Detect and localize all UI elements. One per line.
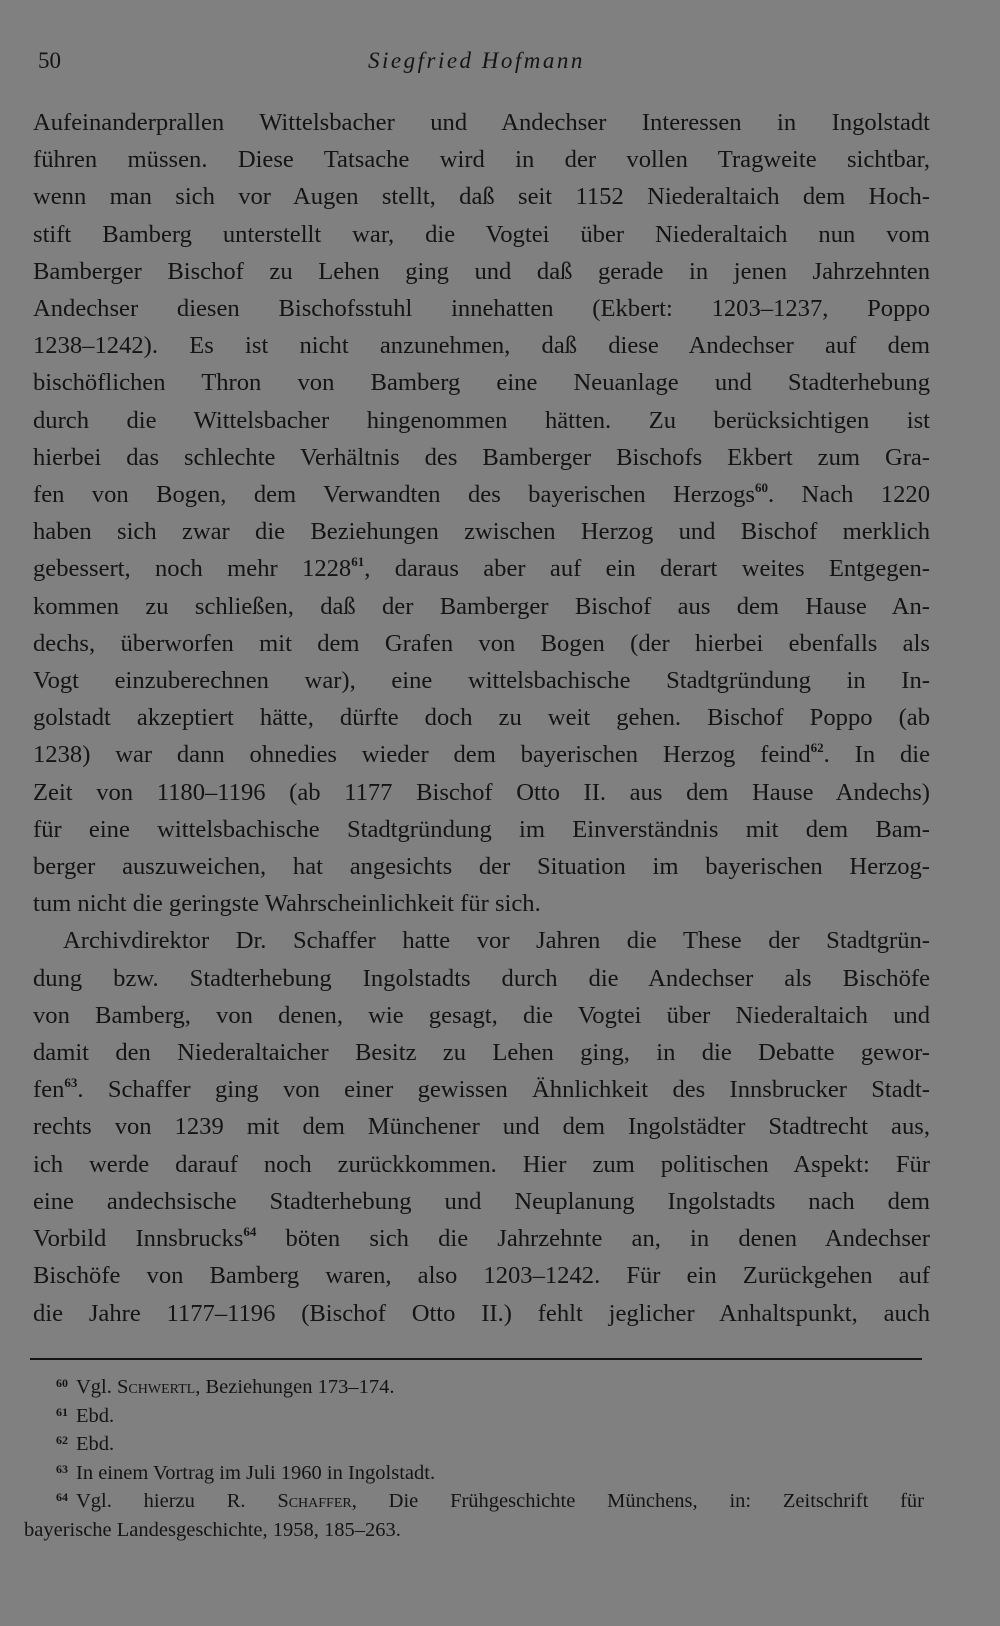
- footnote-number: 63: [56, 1461, 68, 1476]
- footnote-61: [24, 1402, 924, 1431]
- footnote-ref[interactable]: 64: [243, 1224, 257, 1240]
- footnote-ref[interactable]: 60: [754, 480, 768, 496]
- text-segment: fen von Bogen, dem Verwandten des bayerischen Herzogs: [33, 481, 755, 509]
- page-number: 50: [38, 48, 61, 73]
- text-segment: gebessert, noch mehr 1228: [33, 555, 352, 583]
- text-line: [33, 476, 930, 513]
- text-line: die Jahre 1177–1196 (Bischof Otto II.) fehlt jeglicher Anhaltspunkt, auch: [33, 1299, 930, 1327]
- footnote-ref[interactable]: 62: [810, 740, 824, 756]
- footnotes: [24, 1373, 924, 1544]
- footnote-number: 62: [56, 1433, 68, 1447]
- footnote-63: [24, 1459, 924, 1488]
- footnote-text: Vgl.: [76, 1376, 117, 1398]
- text-segment: fen: [33, 1076, 65, 1104]
- text-line: tum nicht die geringste Wahrscheinlichkeit für sich.: [33, 890, 541, 918]
- footnote-64: [24, 1487, 924, 1544]
- footnote-divider: [30, 1358, 922, 1360]
- text-line: von Bamberg, von denen, wie gesagt, die Vogtei über Niederaltaich und: [33, 1001, 930, 1029]
- text-line: für eine wittelsbachische Stadtgründung im Einverständnis mit dem Bam-: [33, 815, 930, 843]
- text-line: durch die Wittelsbacher hingenommen hätten. Zu berücksichtigen ist: [33, 406, 930, 434]
- footnote-author: Schaffer: [277, 1490, 352, 1512]
- footnote-text: Ebd.: [76, 1404, 115, 1427]
- text-line: Bamberger Bischof zu Lehen ging und daß gerade in jenen Jahrzehnten: [33, 257, 930, 285]
- text-line: golstadt akzeptiert hätte, dürfte doch zu weit gehen. Bischof Poppo (ab: [33, 704, 930, 732]
- footnote-text: Ebd.: [76, 1433, 115, 1455]
- text-line: Bischöfe von Bamberg waren, also 1203–1242. Für ein Zurückgehen auf: [33, 1262, 930, 1290]
- text-line: Aufeinanderprallen Wittelsbacher und Andechser Interessen in Ingolstadt: [33, 109, 930, 136]
- text-line: 1238–1242). Es ist nicht anzunehmen, daß diese Andechser auf dem: [33, 332, 930, 360]
- text-segment: böten sich die Jahrzehnte an, in denen Andechser: [256, 1225, 930, 1253]
- text-line: Vogt einzuberechnen war), eine wittelsbachische Stadtgründung in In-: [33, 667, 930, 695]
- text-line: wenn man sich vor Augen stellt, daß seit 1152 Niederaltaich dem Hoch-: [33, 183, 930, 211]
- text-line: hierbei das schlechte Verhältnis des Bamberger Bischofs Ekbert zum Gra-: [33, 443, 930, 471]
- text-line: damit den Niederaltaicher Besitz zu Lehen ging, in die Debatte gewor-: [33, 1039, 930, 1067]
- text-line: kommen zu schließen, daß der Bamberger Bischof aus dem Hause An-: [33, 592, 930, 620]
- footnote-number: 64: [56, 1490, 68, 1504]
- text-line: [33, 736, 930, 773]
- running-head: Siegfried Hofmann: [368, 48, 585, 73]
- footnote-62: [24, 1430, 924, 1459]
- text-segment: . In die: [823, 741, 930, 769]
- footnote-line: bayerische Landesgeschichte, 1958, 185–263.: [24, 1518, 401, 1541]
- footnote-number: 60: [56, 1376, 68, 1390]
- text-segment: Vorbild Innsbrucks: [33, 1225, 244, 1253]
- text-line: stift Bamberg unterstellt war, die Vogtei über Niederaltaich nun vom: [33, 220, 930, 248]
- text-line: führen müssen. Diese Tatsache wird in der vollen Tragweite sichtbar,: [33, 146, 930, 174]
- text-line: rechts von 1239 mit dem Münchener und dem Ingolstädter Stadtrecht aus,: [33, 1113, 930, 1141]
- main-text: [33, 104, 930, 1332]
- page-header: [38, 48, 930, 78]
- text-line: haben sich zwar die Beziehungen zwischen Herzog und Bischof merklich: [33, 518, 930, 546]
- footnote-text: In einem Vortrag im Juli 1960 in Ingolstadt.: [76, 1461, 436, 1484]
- text-segment: . Nach 1220: [767, 481, 930, 509]
- footnote-line: [24, 1487, 924, 1516]
- text-segment: , daraus aber auf ein derart weites Entgegen-: [364, 555, 930, 583]
- text-line: bischöflichen Thron von Bamberg eine Neuanlage und Stadterhebung: [33, 369, 930, 397]
- footnote-60: [24, 1373, 924, 1402]
- text-line: [33, 550, 930, 587]
- text-line: dung bzw. Stadterhebung Ingolstadts durch die Andechser als Bischöfe: [33, 964, 930, 992]
- footnote-number: 61: [56, 1404, 68, 1419]
- footnote-text: , Die Frühgeschichte Münchens, in: Zeitschrift für: [351, 1490, 924, 1512]
- footnote-text: Vgl. hierzu R.: [76, 1490, 278, 1512]
- text-line: [33, 1071, 930, 1108]
- text-line: Archivdirektor Dr. Schaffer hatte vor Jahren die These der Stadtgrün-: [63, 927, 930, 955]
- footnote-text: , Beziehungen 173–174.: [195, 1376, 395, 1398]
- text-line: Zeit von 1180–1196 (ab 1177 Bischof Otto II. aus dem Hause Andechs): [33, 778, 930, 806]
- text-line: Andechser diesen Bischofsstuhl innehatten (Ekbert: 1203–1237, Poppo: [33, 295, 930, 323]
- footnote-author: Schwertl: [117, 1376, 196, 1398]
- text-line: berger auszuweichen, hat angesichts der Situation im bayerischen Herzog-: [33, 853, 930, 881]
- text-line: dechs, überworfen mit dem Grafen von Bogen (der hierbei ebenfalls als: [33, 629, 930, 657]
- text-segment: 1238) war dann ohnedies wieder dem bayerischen Herzog feind: [33, 741, 811, 769]
- text-line: [33, 1220, 930, 1257]
- text-segment: . Schaffer ging von einer gewissen Ähnlichkeit des Innsbrucker Stadt-: [77, 1076, 930, 1104]
- text-line: eine andechsische Stadterhebung und Neuplanung Ingolstadts nach dem: [33, 1187, 930, 1215]
- footnote-ref[interactable]: 61: [351, 554, 365, 570]
- text-line: ich werde darauf noch zurückkommen. Hier zum politischen Aspekt: Für: [33, 1150, 930, 1178]
- footnote-ref[interactable]: 63: [64, 1075, 78, 1091]
